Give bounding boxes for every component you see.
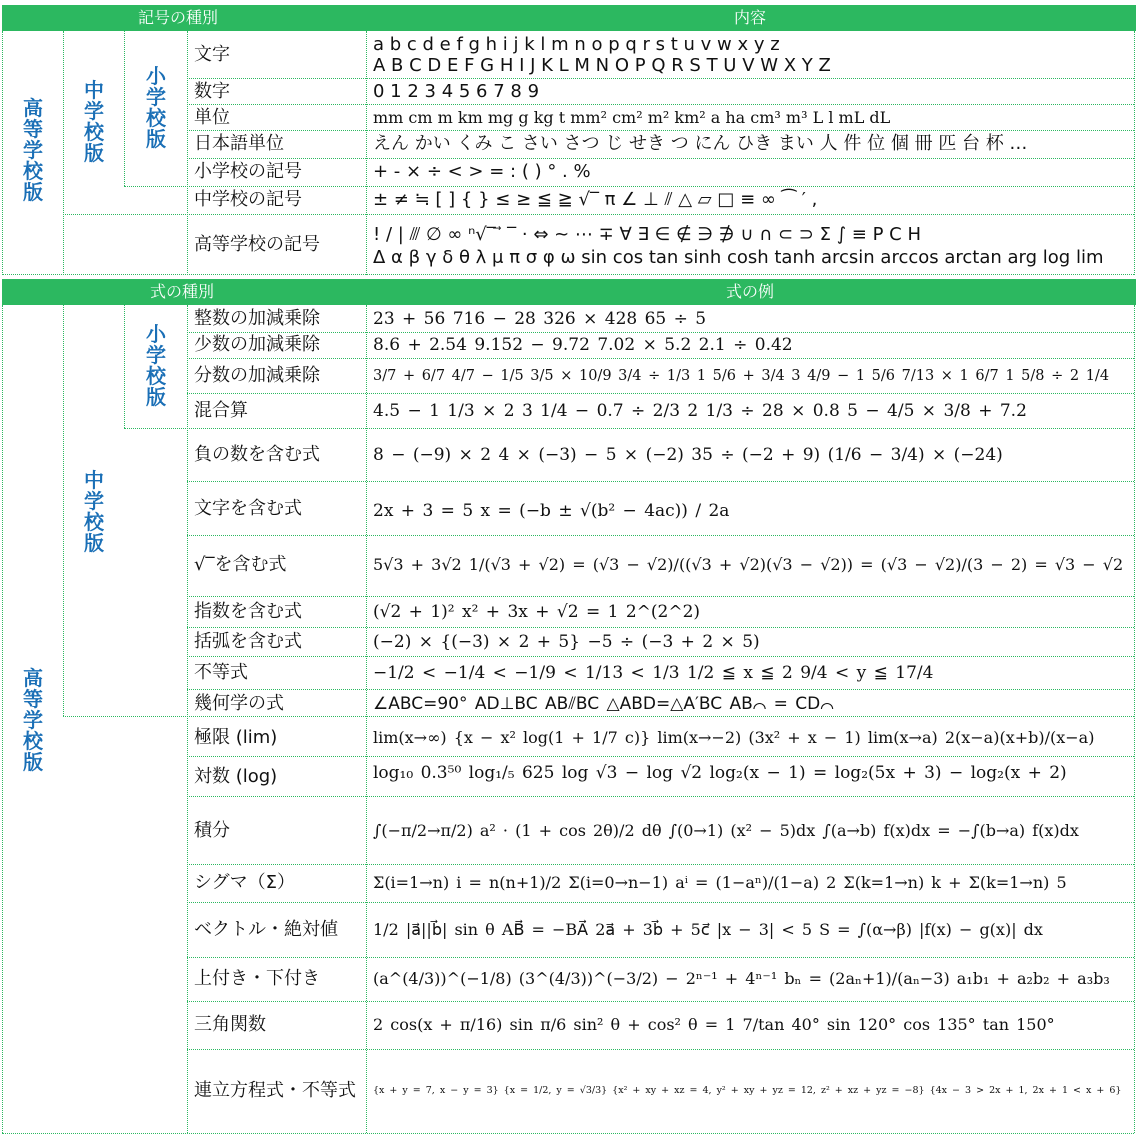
row-example: {x + y = 7, x − y = 3} {x = 1/2, y = √3/3} {x² + xy + xz = 4, y² + xy + yz = 12, z² + xz + yz = −8} {4x − 3 > 2x + 1, 2x + 1 < x + 6}: [373, 1085, 1122, 1096]
level-elementary: 小学校版: [146, 322, 166, 409]
row-label: 連立方程式・不等式: [194, 1080, 356, 1101]
row-content: 0 1 2 3 4 5 6 7 8 9: [373, 81, 540, 102]
grid-line: [124, 305, 125, 428]
grid-line: [2, 1133, 1134, 1134]
row-example: 5√3 + 3√2 1/(√3 + √2) = (√3 − √2)/((√3 + √2)(√3 − √2)) = (√3 − √2)/(3 − 2) = √3 − √2: [373, 555, 1124, 574]
row-label: 文字を含む式: [194, 498, 302, 519]
row-label: 極限 (lim): [194, 727, 278, 748]
grid-line: [63, 214, 1134, 215]
row-label: 文字: [194, 44, 230, 65]
row-label: 少数の加減乗除: [194, 334, 320, 355]
row-label: √‾を含む式: [194, 554, 287, 575]
grid-line: [187, 689, 1134, 690]
row-label: ベクトル・絶対値: [194, 919, 338, 940]
row-label: 混合算: [194, 400, 248, 421]
grid-line: [187, 31, 188, 275]
level-elementary: 小学校版: [146, 64, 166, 151]
row-label: 負の数を含む式: [194, 444, 320, 465]
row-example: 23 + 56 716 − 28 326 × 428 65 ÷ 5: [373, 309, 707, 329]
row-label: 不等式: [194, 662, 248, 683]
row-example: (a^(4/3))^(−1/8) (3^(4/3))^(−3/2) − 2ⁿ⁻¹ + 4ⁿ⁻¹ bₙ = (2aₙ+1)/(aₙ−3) a₁b₁ + a₂b₂ + a₃b₃: [373, 969, 1110, 988]
row-label: 対数 (log): [194, 766, 278, 787]
header-content: 内容: [734, 8, 767, 27]
expressions-table-header: [2, 279, 1136, 305]
row-label: 積分: [194, 820, 230, 841]
row-content: a b c d e f g h i j k l m n o p q r s t u v w x y z: [373, 34, 780, 55]
grid-line: [1134, 305, 1135, 1133]
grid-line: [187, 305, 188, 1133]
row-example: log₁₀ 0.3⁵⁰ log₁/₅ 625 log √3 − log √2 log₂(x − 1) = log₂(5x + 3) − log₂(x + 2): [373, 763, 1067, 783]
row-content: ± ≠ ≒ [ ] { } ≤ ≥ ≦ ≧ √‾ π ∠ ⊥ ⫽ △ ▱ □ ≡ ∞ ⁀ ′ ,: [373, 189, 818, 210]
grid-line: [187, 1049, 1134, 1050]
grid-line: [2, 305, 3, 1133]
row-content: えん かい くみ こ さい さつ じ せき つ にん ひき まい 人 件 位 個 冊 匹 台 杯 …: [373, 133, 1028, 154]
grid-line: [1134, 31, 1135, 275]
grid-line: [187, 864, 1134, 865]
row-example: −1/2 < −1/4 < −1/9 < 1/13 < 1/3 1/2 ≦ x ≦ 2 9/4 < y ≦ 17/4: [373, 663, 934, 683]
row-label: 小学校の記号: [194, 161, 302, 182]
grid-line: [187, 332, 1134, 333]
row-example: 4.5 − 1 1/3 × 2 3 1/4 − 0.7 ÷ 2/3 2 1/3 ÷ 28 × 0.8 5 − 4/5 × 3/8 + 7.2: [373, 401, 1027, 421]
row-label: 整数の加減乗除: [194, 308, 320, 329]
grid-line: [366, 31, 367, 275]
row-label: 幾何学の式: [194, 693, 284, 714]
grid-line: [187, 627, 1134, 628]
row-content: mm cm m km mg g kg t mm² cm² m² km² a ha cm³ m³ L l mL dL: [373, 108, 891, 127]
level-high-school: 高等学校版: [23, 666, 43, 774]
row-label: 上付き・下付き: [194, 968, 320, 989]
row-content: + - × ÷ < > = : ( ) ° . %: [373, 161, 591, 182]
grid-line: [124, 428, 1134, 429]
row-example: 8.6 + 2.54 9.152 − 9.72 7.02 × 5.2 2.1 ÷ 0.42: [373, 335, 793, 355]
grid-line: [187, 756, 1134, 757]
row-label: シグマ（Σ）: [194, 872, 296, 893]
row-content: A B C D E F G H I J K L M N O P Q R S T U V W X Y Z: [373, 55, 831, 76]
row-example: ∠ABC=90° AD⊥BC AB⫽BC △ABD=△A′BC AB⌒ = CD⌒: [373, 694, 834, 714]
grid-line: [187, 158, 1134, 159]
row-example: ∫(−π/2→π/2) a² · (1 + cos 2θ)/2 dθ ∫(0→1) (x² − 5)dx ∫(a→b) f(x)dx = −∫(b→a) f(x)dx: [373, 821, 1079, 840]
grid-line: [187, 902, 1134, 903]
level-middle-school: 中学校版: [84, 78, 104, 165]
grid-line: [187, 1001, 1134, 1002]
header-kind: 記号の種別: [138, 8, 219, 27]
row-label: 指数を含む式: [194, 601, 302, 622]
header-content: 式の例: [726, 282, 775, 301]
grid-line: [187, 656, 1134, 657]
grid-line: [187, 796, 1134, 797]
row-label: 数字: [194, 81, 230, 102]
grid-line: [187, 78, 1134, 79]
row-label: 括弧を含む式: [194, 631, 302, 652]
row-example: 3/7 + 6/7 4/7 − 1/5 3/5 × 10/9 3/4 ÷ 1/3 1 5/6 + 3/4 3 4/9 − 1 5/6 7/13 × 1 6/7 1 5/8 ÷ 2 1/4: [373, 368, 1110, 384]
row-label: 三角関数: [194, 1014, 266, 1035]
symbols-table-header: [2, 5, 1136, 31]
row-label: 分数の加減乗除: [194, 365, 320, 386]
grid-line: [187, 481, 1134, 482]
grid-line: [124, 31, 125, 186]
grid-line: [124, 186, 1134, 187]
grid-line: [187, 393, 1134, 394]
grid-line: [187, 104, 1134, 105]
row-example: (−2) × {(−3) × 2 + 5} −5 ÷ (−3 + 2 × 5): [373, 632, 760, 652]
row-example: Σ(i=1→n) i = n(n+1)/2 Σ(i=0→n−1) aⁱ = (1−aⁿ)/(1−a) 2 Σ(k=1→n) k + Σ(k=1→n) 5: [373, 873, 1067, 892]
row-example: 8 − (−9) × 2 4 × (−3) − 5 × (−2) 35 ÷ (−2 + 9) (1/6 − 3/4) × (−24): [373, 445, 1003, 465]
row-label: 中学校の記号: [194, 189, 302, 210]
row-example: 2 cos(x + π/16) sin π/6 sin² θ + cos² θ = 1 7/tan 40° sin 120° cos 135° tan 150°: [373, 1015, 1055, 1034]
row-example: lim(x→∞) {x − x² log(1 + 1/7 c)} lim(x→−2) (3x² + x − 1) lim(x→a) 2(x−a)(x+b)/(x−a): [373, 728, 1095, 747]
grid-line: [2, 31, 3, 275]
row-content: Δ α β γ δ θ λ μ π σ φ ω sin cos tan sinh cosh tanh arcsin arccos arctan arg log lim: [373, 247, 1104, 268]
grid-line: [187, 130, 1134, 131]
grid-line: [63, 305, 64, 716]
grid-line: [187, 596, 1134, 597]
row-label: 単位: [194, 107, 230, 128]
row-example: (√2 + 1)² x² + 3x + √2 = 1 2^(2^2): [373, 602, 701, 622]
grid-line: [366, 305, 367, 1133]
row-example: 1/2 |a⃗||b⃗| sin θ AB⃗ = −BA⃗ 2a⃗ + 3b⃗ + 5c⃗ |x − 3| < 5 S = ∫(α→β) |f(x) − g(x)| dx: [373, 920, 1043, 939]
header-kind: 式の種別: [150, 282, 215, 301]
grid-line: [187, 957, 1134, 958]
row-content: ! / | ⫻ ∅ ∞ ⁿ√‾ ⃗ ‾ · ⇔ ~ ⋯ ∓ ∀ ∃ ∈ ∉ ∋ ∌ ∪ ∩ ⊂ ⊃ Σ ∫ ≡ P C H: [373, 224, 921, 245]
grid-line: [187, 358, 1134, 359]
level-middle-school: 中学校版: [84, 468, 104, 555]
row-label: 日本語単位: [194, 133, 284, 154]
row-label: 高等学校の記号: [194, 234, 320, 255]
level-high-school: 高等学校版: [23, 96, 43, 204]
grid-line: [2, 274, 1134, 275]
row-example: 2x + 3 = 5 x = (−b ± √(b² − 4ac)) / 2a: [373, 501, 730, 521]
grid-line: [63, 716, 1134, 717]
grid-line: [63, 31, 64, 275]
grid-line: [187, 535, 1134, 536]
